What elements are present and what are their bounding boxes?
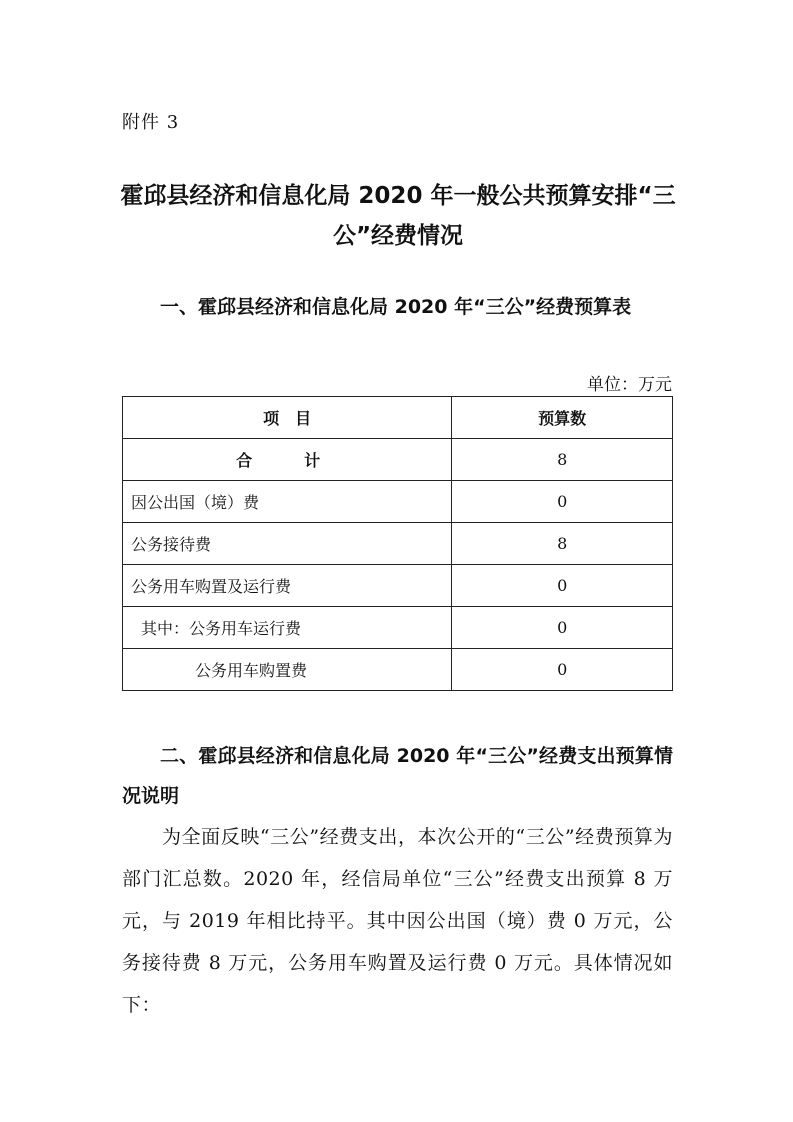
- row-label: 因公出国（境）费: [123, 481, 452, 523]
- section2-heading: 二、霍邱县经济和信息化局 2020 年“三公”经费支出预算情况说明: [122, 745, 673, 807]
- row-label: 公务用车购置费: [123, 649, 452, 691]
- section1-heading: 一、霍邱县经济和信息化局 2020 年“三公”经费预算表: [160, 296, 632, 318]
- row-label: 公务接待费: [123, 523, 452, 565]
- table-row: [123, 565, 673, 607]
- table-row: [123, 607, 673, 649]
- row-label: 公务用车购置及运行费: [123, 565, 452, 607]
- row-value: 0: [452, 607, 673, 649]
- row-value: 0: [452, 649, 673, 691]
- table-row: [123, 439, 673, 481]
- table-row: [123, 649, 673, 691]
- row-label: 其中：公务用车运行费: [123, 607, 452, 649]
- budget-table: [122, 396, 673, 691]
- table-header-row: [123, 397, 673, 439]
- table-row: [123, 481, 673, 523]
- row-value: 0: [452, 565, 673, 607]
- row-label-total: 合 计: [123, 439, 452, 481]
- document-title: 霍邱县经济和信息化局 2020 年一般公共预算安排“三公”经费情况: [120, 183, 676, 249]
- section2-paragraph: 为全面反映“三公”经费支出，本次公开的“三公”经费预算为部门汇总数。2020 年，经信局单位“三公”经费支出预算 8 万元，与 2019 年相比持平。其中因公出国（境）费 0 万元，公务接待费 8 万元，公务用车购置及运行费 0 万元。具体情况如下：: [122, 826, 673, 1016]
- header-value: 预算数: [452, 397, 673, 439]
- row-value: 8: [452, 523, 673, 565]
- table-row: [123, 523, 673, 565]
- unit-label: 单位：万元: [587, 375, 672, 395]
- attachment-label: 附件 3: [122, 112, 180, 133]
- header-item: 项 目: [123, 397, 452, 439]
- row-value-total: 8: [452, 439, 673, 481]
- row-value: 0: [452, 481, 673, 523]
